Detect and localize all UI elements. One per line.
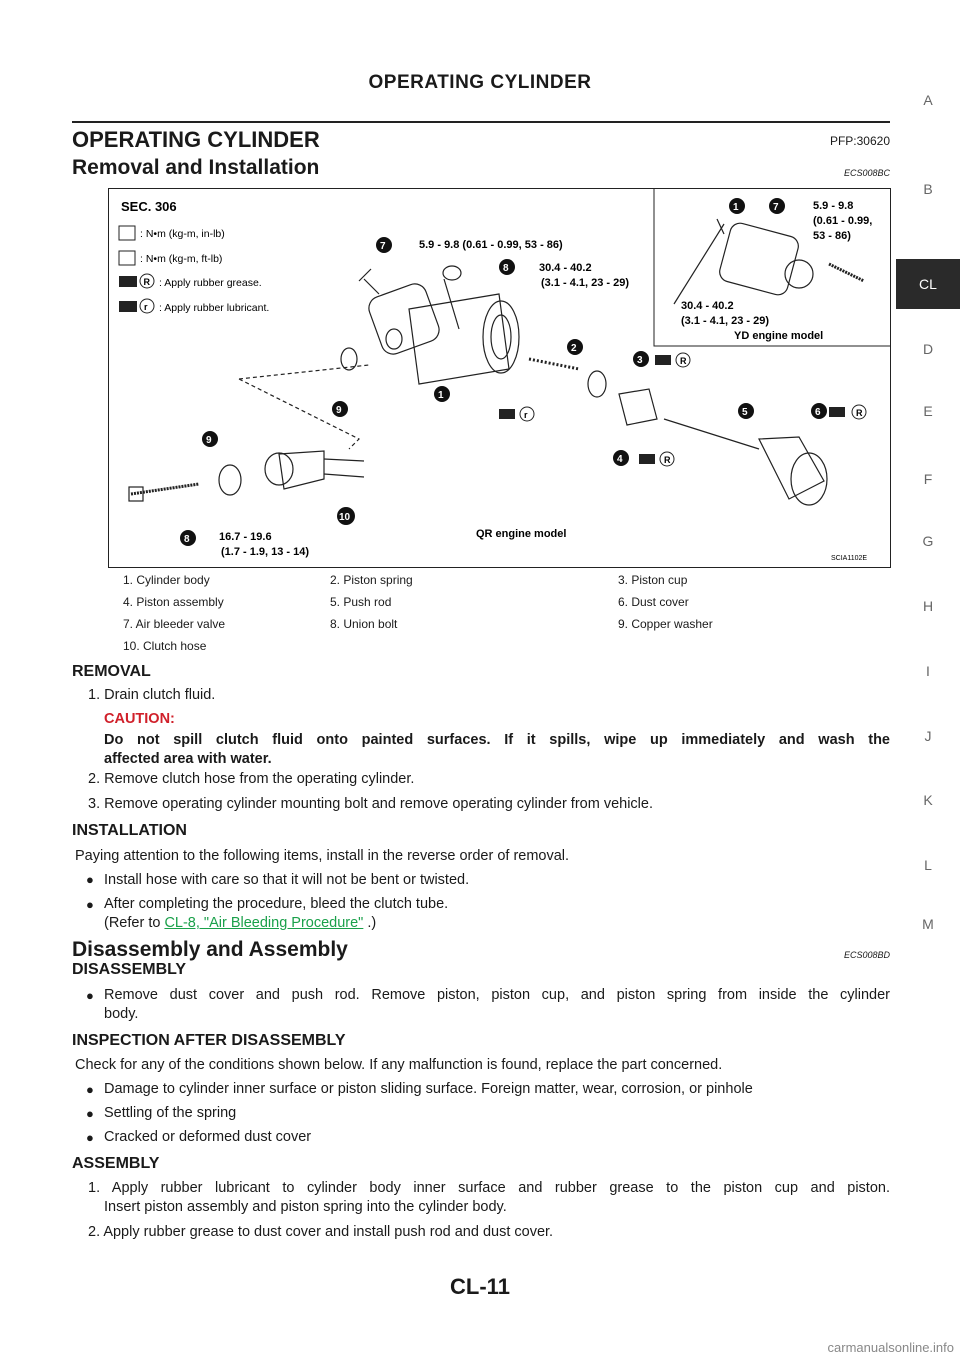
legend-cell: 8. Union bolt <box>330 617 398 631</box>
legend-torque-inlb <box>119 226 225 240</box>
reference-suffix: .) <box>363 915 377 931</box>
svg-text:QR engine model: QR engine model <box>476 528 567 540</box>
table-row <box>108 636 891 658</box>
svg-text:: Apply rubber lubricant.: : Apply rubber lubricant. <box>159 302 270 314</box>
svg-text:5: 5 <box>742 407 748 418</box>
svg-text:(0.61 - 0.99,: (0.61 - 0.99, <box>813 215 873 227</box>
section-title: OPERATING CYLINDER <box>72 127 320 152</box>
removal-installation-code: ECS008BC <box>843 168 890 178</box>
svg-text:53 - 86): 53 - 86) <box>813 230 851 242</box>
air-bleeding-procedure-link[interactable]: CL-8, "Air Bleeding Procedure" <box>164 915 364 931</box>
disassembly-bullet-line-1: Remove dust cover and push rod. Remove piston, piston cup, and piston spring from inside the cylinder <box>104 987 890 1003</box>
header-divider <box>72 121 890 123</box>
operating-cylinder-figure <box>108 188 891 568</box>
svg-text:(3.1 - 4.1, 23 - 29): (3.1 - 4.1, 23 - 29) <box>541 277 630 289</box>
grease-marks <box>499 353 866 466</box>
installation-intro: Paying attention to the following items, install in the reverse order of removal. <box>75 848 570 864</box>
assembly-step-1-line-1: 1. Apply rubber lubricant to cylinder body inner surface and rubber grease to the piston cup and piston. <box>88 1180 890 1196</box>
installation-reference <box>104 914 376 933</box>
reference-prefix: (Refer to <box>104 915 165 931</box>
svg-text:(3.1 - 4.1, 23 - 29): (3.1 - 4.1, 23 - 29) <box>681 315 770 327</box>
disassembly-bullet-line-2: body. <box>104 1006 139 1022</box>
svg-text:r: r <box>524 410 528 420</box>
svg-text:R: R <box>143 277 150 287</box>
side-index-g[interactable]: G <box>922 533 934 549</box>
legend-cell: 6. Dust cover <box>618 595 689 609</box>
parts-legend-table <box>108 570 891 658</box>
legend-cell: 2. Piston spring <box>330 573 413 587</box>
watermark: carmanualsonline.info <box>827 1340 954 1355</box>
svg-text:8: 8 <box>184 534 190 545</box>
svg-text:5.9 - 9.8 (0.61 - 0.99, 53 - 8: 5.9 - 9.8 (0.61 - 0.99, 53 - 86) <box>419 239 563 251</box>
side-index-l[interactable]: L <box>924 857 932 873</box>
wrench-icon <box>119 251 135 265</box>
svg-text:: Apply rubber grease.: : Apply rubber grease. <box>159 277 262 289</box>
installation-bullet-1: Install hose with care so that it will not be bent or twisted. <box>104 872 470 888</box>
svg-text:9: 9 <box>336 405 342 416</box>
svg-text:5.9 - 9.8: 5.9 - 9.8 <box>813 200 854 212</box>
caution-text-line-2: affected area with water. <box>104 751 272 767</box>
side-index <box>896 0 960 1358</box>
inspection-intro: Check for any of the conditions shown below. If any malfunction is found, replace the part concerned. <box>75 1057 723 1073</box>
running-header-title: OPERATING CYLINDER <box>368 72 592 93</box>
legend-cell: 10. Clutch hose <box>123 639 207 653</box>
svg-text:6: 6 <box>815 407 821 418</box>
svg-text:(1.7 - 1.9, 13 - 14): (1.7 - 1.9, 13 - 14) <box>221 546 310 558</box>
assembly-step-2: 2. Apply rubber grease to dust cover and install push rod and dust cover. <box>88 1224 554 1240</box>
side-index-a[interactable]: A <box>923 92 933 108</box>
bullet-icon: ● <box>86 1082 94 1097</box>
legend-rubber-lubricant <box>119 299 269 314</box>
svg-text:8: 8 <box>503 263 509 274</box>
removal-step-3: 3. Remove operating cylinder mounting bolt and remove operating cylinder from vehicle. <box>88 796 653 812</box>
installation-bullet-2: After completing the procedure, bleed the clutch tube. <box>104 896 449 912</box>
figure-id: SCIA1102E <box>831 555 868 562</box>
disassembly-assembly-title: Disassembly and Assembly <box>72 938 348 961</box>
side-index-b[interactable]: B <box>923 181 933 197</box>
svg-text:7: 7 <box>773 202 779 213</box>
svg-text:R: R <box>856 408 863 418</box>
side-index-d[interactable]: D <box>922 341 934 357</box>
legend-cell: 1. Cylinder body <box>123 573 210 587</box>
page-number: CL-11 <box>450 1274 510 1299</box>
side-index-j[interactable]: J <box>924 728 932 744</box>
bullet-icon: ● <box>86 988 94 1003</box>
disassembly-heading: DISASSEMBLY <box>72 961 187 978</box>
svg-text:: N•m (kg-m, in-lb): : N•m (kg-m, in-lb) <box>140 228 225 240</box>
removal-installation-title: Removal and Installation <box>72 156 320 179</box>
assembly-heading: ASSEMBLY <box>72 1155 160 1172</box>
removal-heading: REMOVAL <box>72 663 151 680</box>
svg-text:16.7 - 19.6: 16.7 - 19.6 <box>219 531 272 543</box>
side-index-h[interactable]: H <box>922 598 934 614</box>
svg-text:2: 2 <box>571 343 577 354</box>
inspection-bullet-3: Cracked or deformed dust cover <box>104 1129 312 1145</box>
caution-heading: CAUTION: <box>104 711 175 727</box>
inspection-bullet-2: Settling of the spring <box>104 1105 237 1121</box>
section-code: PFP:30620 <box>829 134 890 148</box>
side-index-cl-active[interactable]: CL <box>896 259 960 309</box>
wrench-icon <box>119 226 135 240</box>
caution-text-line-1: Do not spill clutch fluid onto painted surfaces. If it spills, wipe up immediately and wash the <box>104 732 890 748</box>
svg-text:7: 7 <box>380 241 386 252</box>
legend-cell: 3. Piston cup <box>618 573 688 587</box>
disassembly-assembly-code: ECS008BD <box>843 950 890 960</box>
table-row <box>108 570 891 592</box>
sec-label: SEC. 306 <box>121 199 177 214</box>
svg-text:YD engine model: YD engine model <box>734 330 824 342</box>
grease-tube-icon <box>119 276 137 287</box>
removal-step-1: 1. Drain clutch fluid. <box>88 687 216 703</box>
svg-text:3: 3 <box>637 355 643 366</box>
table-row <box>108 614 891 636</box>
lubricant-tube-icon <box>119 301 137 312</box>
side-index-k[interactable]: K <box>923 792 933 808</box>
bullet-icon: ● <box>86 1106 94 1121</box>
svg-text:4: 4 <box>617 454 623 465</box>
removal-step-2: 2. Remove clutch hose from the operating cylinder. <box>88 771 415 787</box>
legend-rubber-grease <box>119 274 262 289</box>
side-index-m[interactable]: M <box>922 916 934 932</box>
side-index-f[interactable]: F <box>923 471 933 487</box>
legend-cell: 7. Air bleeder valve <box>123 617 226 631</box>
bullet-icon: ● <box>86 1130 94 1145</box>
installation-heading: INSTALLATION <box>72 822 187 839</box>
svg-text:1: 1 <box>438 390 444 401</box>
legend-cell: 5. Push rod <box>330 595 392 609</box>
svg-text:R: R <box>664 455 671 465</box>
svg-text:10: 10 <box>339 512 351 523</box>
svg-text:30.4 - 40.2: 30.4 - 40.2 <box>681 300 734 312</box>
side-index-i[interactable]: I <box>926 663 930 679</box>
parts-drawing <box>129 219 864 505</box>
legend-torque-ftlb <box>119 251 222 265</box>
svg-text:R: R <box>680 356 687 366</box>
inspection-heading: INSPECTION AFTER DISASSEMBLY <box>72 1032 346 1049</box>
legend-cell: 9. Copper washer <box>618 617 713 631</box>
assembly-step-1-line-2: Insert piston assembly and piston spring into the cylinder body. <box>104 1199 507 1215</box>
svg-text:r: r <box>144 302 148 312</box>
svg-text:30.4 - 40.2: 30.4 - 40.2 <box>539 262 592 274</box>
svg-text:9: 9 <box>206 435 212 446</box>
inspection-bullet-1: Damage to cylinder inner surface or piston sliding surface. Foreign matter, wear, corrosion, or pinhole <box>104 1081 753 1097</box>
bullet-icon: ● <box>86 872 94 887</box>
svg-text:: N•m (kg-m, ft-lb): : N•m (kg-m, ft-lb) <box>140 253 223 265</box>
bullet-icon: ● <box>86 897 94 912</box>
legend-cell: 4. Piston assembly <box>123 595 224 609</box>
side-index-e[interactable]: E <box>923 403 933 419</box>
table-row <box>108 592 891 614</box>
svg-text:1: 1 <box>733 202 739 213</box>
